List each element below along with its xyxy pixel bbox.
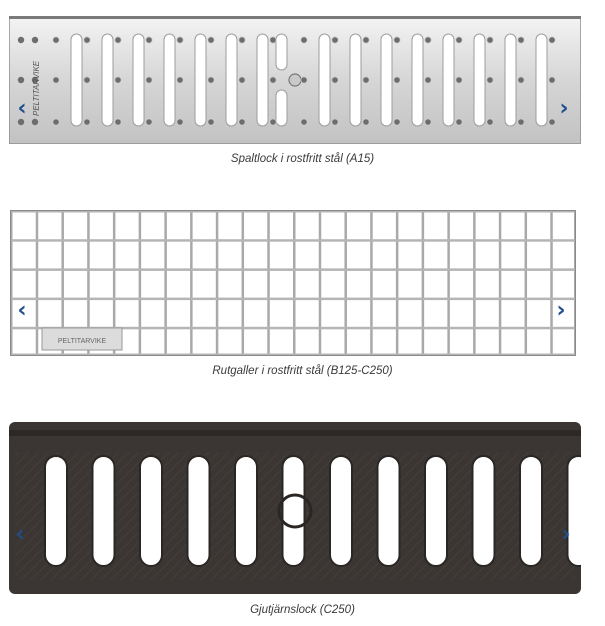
carousel-next-button[interactable]: ›	[561, 521, 571, 547]
hole	[32, 37, 38, 43]
hole	[53, 119, 59, 125]
hole	[146, 37, 152, 43]
grating-bar	[422, 210, 425, 356]
slot	[283, 456, 305, 566]
slot	[350, 34, 361, 126]
hole	[363, 77, 369, 83]
grating-bar	[473, 210, 476, 356]
grating-bar	[344, 210, 347, 356]
hole	[301, 119, 307, 125]
slot	[276, 34, 287, 70]
slot	[425, 456, 447, 566]
grating-bar	[10, 239, 576, 242]
hole	[363, 37, 369, 43]
slot	[330, 456, 352, 566]
grating-bar	[36, 210, 39, 356]
slot	[257, 34, 268, 126]
hole	[239, 77, 245, 83]
product-slide-rutgaller	[0, 200, 605, 390]
hole	[18, 37, 24, 43]
spaltlock-image	[9, 16, 581, 144]
slot	[133, 34, 144, 126]
hole	[363, 119, 369, 125]
slot	[412, 34, 423, 126]
grating-bar	[525, 210, 528, 356]
hole	[425, 119, 431, 125]
gjutjarn-image	[9, 422, 581, 594]
hole	[115, 77, 121, 83]
product-caption: Rutgaller i rostfritt stål (B125-C250)	[212, 365, 393, 377]
brand-logo: PELTITARVIKE	[32, 60, 41, 116]
hole	[456, 119, 462, 125]
carousel-prev-button[interactable]: ‹	[17, 297, 27, 323]
hole	[332, 77, 338, 83]
hole	[177, 37, 183, 43]
slot	[195, 34, 206, 126]
hole	[32, 119, 38, 125]
grating-bar	[447, 210, 450, 356]
hole	[332, 119, 338, 125]
slot	[568, 456, 582, 566]
hole	[53, 37, 59, 43]
grating-bar	[319, 210, 322, 356]
grating-bar	[242, 210, 245, 356]
hole	[177, 119, 183, 125]
slot	[45, 456, 67, 566]
grating-bar	[190, 210, 193, 356]
slot	[505, 34, 516, 126]
hole	[84, 77, 90, 83]
slot	[140, 456, 162, 566]
hole	[208, 77, 214, 83]
grating-bar	[499, 210, 502, 356]
hole	[177, 77, 183, 83]
hole	[487, 37, 493, 43]
hole	[518, 119, 524, 125]
grating-bar	[550, 210, 553, 356]
slot	[102, 34, 113, 126]
hole	[487, 119, 493, 125]
hole	[53, 77, 59, 83]
carousel-prev-button[interactable]: ‹	[15, 521, 25, 547]
slot	[378, 456, 400, 566]
slot	[235, 456, 257, 566]
slot	[93, 456, 115, 566]
carousel-next-button[interactable]: ›	[556, 297, 566, 323]
slot	[164, 34, 175, 126]
slot	[473, 456, 495, 566]
hole	[518, 37, 524, 43]
hole	[84, 37, 90, 43]
hole	[115, 37, 121, 43]
grating-bar	[164, 210, 167, 356]
hole	[549, 37, 555, 43]
center-bolt	[289, 74, 301, 86]
slot	[226, 34, 237, 126]
hole	[394, 37, 400, 43]
brand-logo: PELTITARVIKE	[57, 338, 107, 345]
carousel-prev-button[interactable]: ‹	[17, 95, 27, 121]
hole	[301, 77, 307, 83]
product-slide-spaltlock	[0, 0, 605, 180]
hole	[518, 77, 524, 83]
hole	[146, 119, 152, 125]
slot	[536, 34, 547, 126]
grating-bar	[267, 210, 270, 356]
hole	[549, 77, 555, 83]
hole	[487, 77, 493, 83]
hole	[239, 119, 245, 125]
hole	[394, 77, 400, 83]
hole	[456, 37, 462, 43]
slot	[443, 34, 454, 126]
hole	[208, 119, 214, 125]
slot	[381, 34, 392, 126]
hole	[18, 77, 24, 83]
grating-bar	[370, 210, 373, 356]
slot	[520, 456, 542, 566]
carousel-next-button[interactable]: ›	[559, 95, 569, 121]
hole	[115, 119, 121, 125]
slot	[319, 34, 330, 126]
hole	[146, 77, 152, 83]
grating-bar	[139, 210, 142, 356]
hole	[84, 119, 90, 125]
hole	[239, 37, 245, 43]
grating-bar	[396, 210, 399, 356]
hole	[270, 37, 276, 43]
rutgaller-image	[10, 210, 582, 356]
product-slide-gjutjarn	[0, 418, 605, 626]
hole	[456, 77, 462, 83]
hole	[301, 37, 307, 43]
slot	[276, 90, 287, 126]
hole	[270, 77, 276, 83]
hole	[208, 37, 214, 43]
slot	[474, 34, 485, 126]
hole	[425, 77, 431, 83]
product-caption: Gjutjärnslock (C250)	[250, 604, 355, 616]
hole	[332, 37, 338, 43]
hole	[425, 37, 431, 43]
grating-bar	[293, 210, 296, 356]
product-caption: Spaltlock i rostfritt stål (A15)	[230, 153, 375, 165]
hole	[394, 119, 400, 125]
grating-bar	[10, 298, 576, 301]
grating-bar	[10, 268, 576, 271]
grating-bar	[216, 210, 219, 356]
hole	[270, 119, 276, 125]
slot	[188, 456, 210, 566]
slot	[71, 34, 82, 126]
